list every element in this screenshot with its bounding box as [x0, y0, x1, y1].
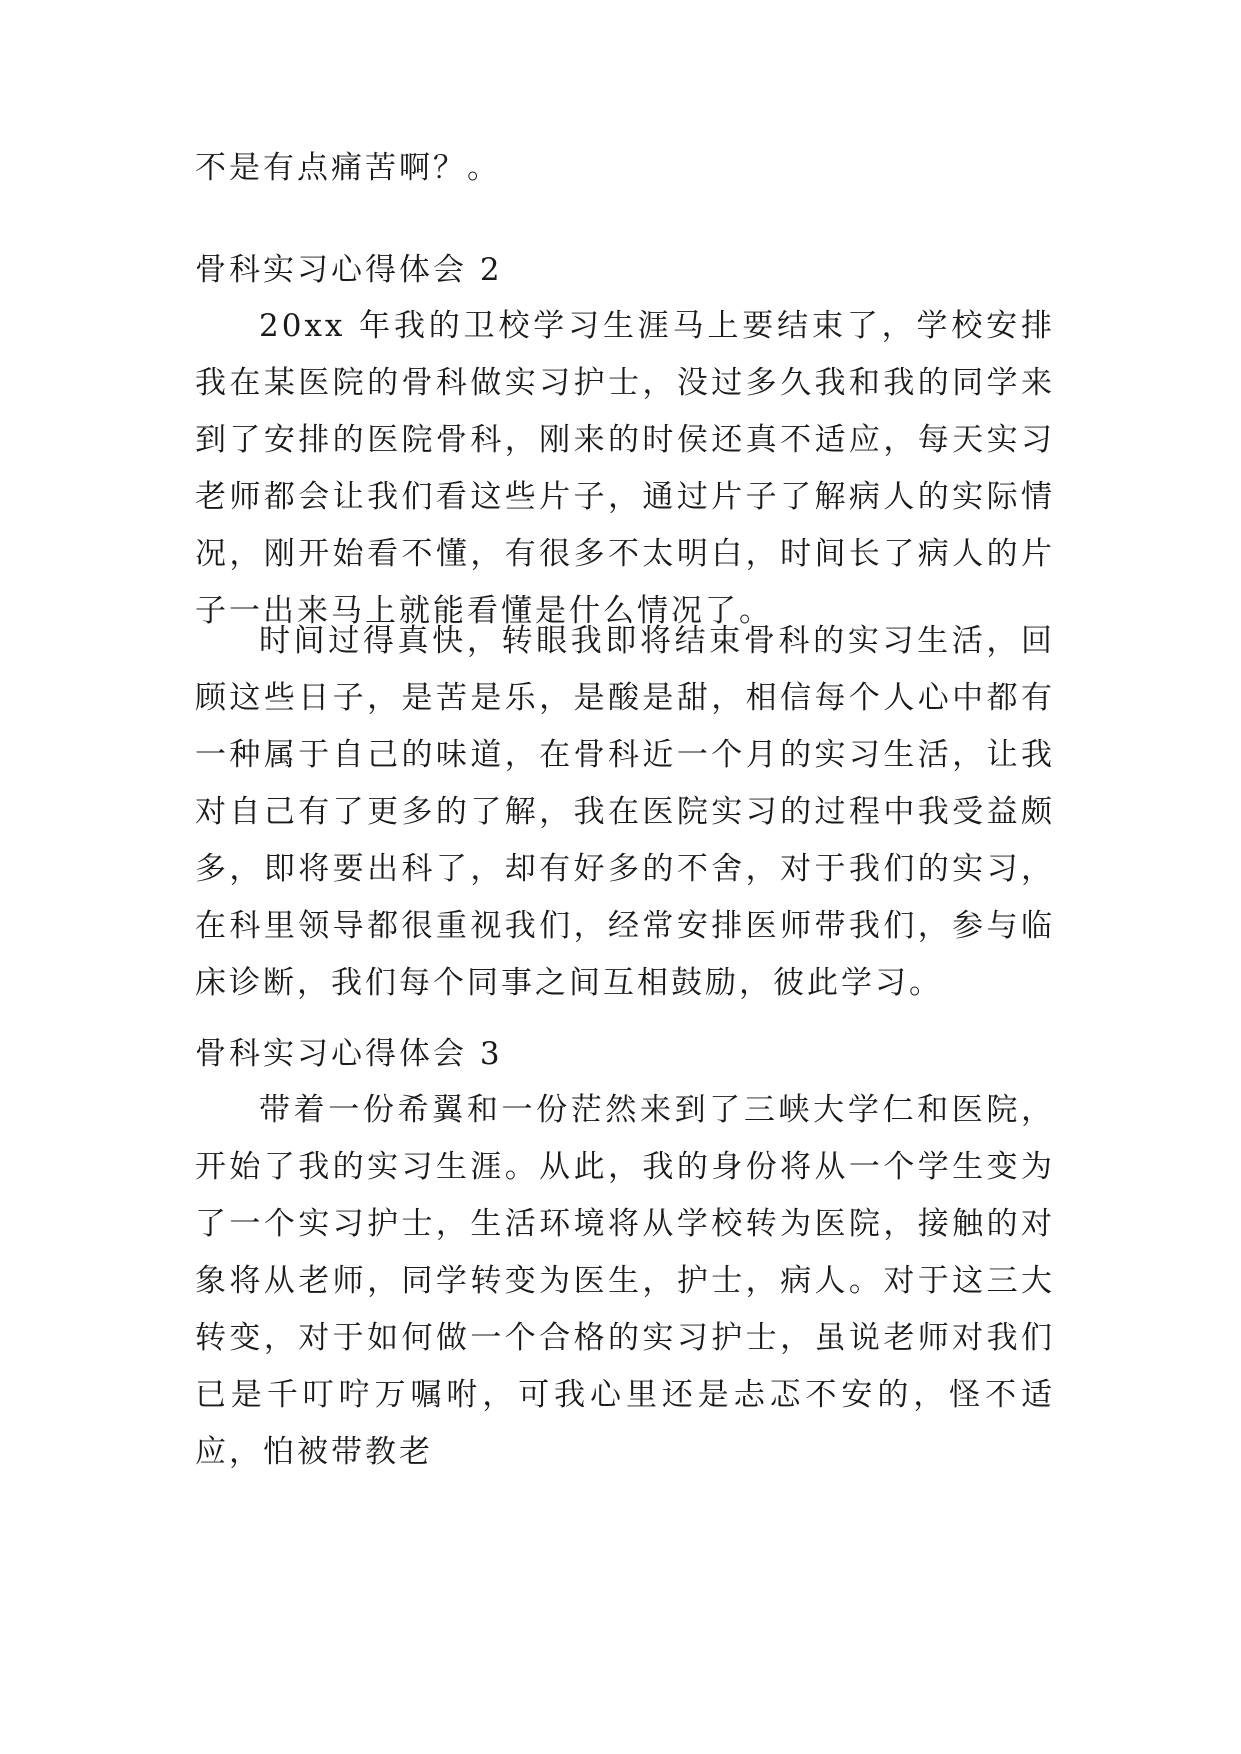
section-2-paragraph-2: 时间过得真快，转眼我即将结束骨科的实习生活，回顾这些日子，是苦是乐，是酸是甜，相信每个人心中都有一种属于自己的味道，在骨科近一个月的实习生活，让我对自己有了更多的了解，我在医院实习的过程中我受益颇多，即将要出科了，却有好多的不舍，对于我们的实习，在科里领导都很重视我们，经常安排医师带我们，参与临床诊断，我们每个同事之间互相鼓励，彼此学习。	[195, 623, 1055, 1001]
section-heading-2: 骨科实习心得体会 2	[195, 252, 503, 288]
section-3-paragraph-1: 带着一份希翼和一份茫然来到了三峡大学仁和医院，开始了我的实习生涯。从此，我的身份将从一个学生变为了一个实习护士，生活环境将从学校转为医院，接触的对象将从老师，同学转变为医生，护士，病人。对于这三大转变，对于如何做一个合格的实习护士，虽说老师对我们已是千叮咛万嘱咐，可我心里还是忐忑不安的，怪不适应，怕被带教老	[195, 1092, 1055, 1470]
section-2-paragraph-1: 20xx 年我的卫校学习生涯马上要结束了，学校安排我在某医院的骨科做实习护士，没过多久我和我的同学来到了安排的医院骨科，刚来的时侯还真不适应，每天实习老师都会让我们看这些片子，通过片子了解病人的实际情况，刚开始看不懂，有很多不太明白，时间长了病人的片子一出来马上就能看懂是什么情况了。	[195, 308, 1055, 629]
continued-text: 不是有点痛苦啊？。	[195, 150, 501, 186]
section-heading-3: 骨科实习心得体会 3	[195, 1036, 503, 1072]
